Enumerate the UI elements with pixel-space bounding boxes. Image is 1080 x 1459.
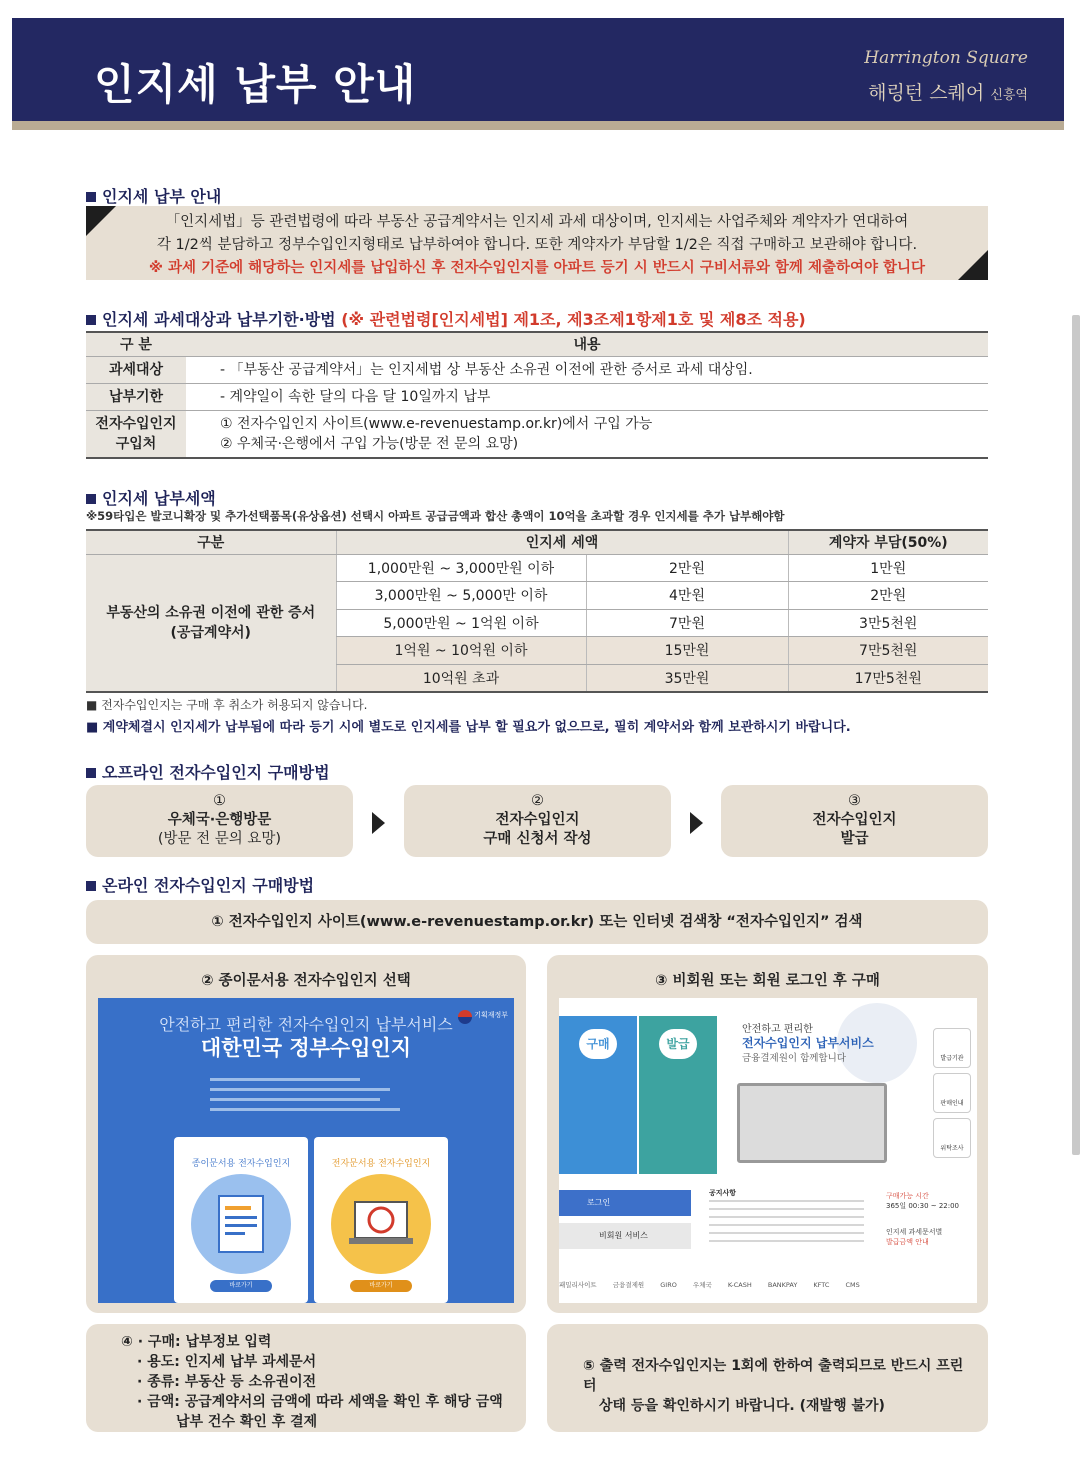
share-value: 3만5천원 — [788, 609, 988, 637]
page-title: 인지세 납부 안내 — [94, 60, 417, 109]
online-step-2-panel — [86, 955, 526, 1313]
section-title-notice: 인지세 납부 안내 — [86, 184, 221, 207]
amount-range: 3,000만원 ~ 5,000만 이하 — [336, 582, 586, 610]
row-value: - 「부동산 공급계약서」는 인지세법 상 부동산 소유권 이전에 관한 증서로 과세 대상임. — [186, 356, 988, 383]
corner-decoration-icon — [86, 206, 116, 236]
share-value: 1만원 — [788, 554, 988, 582]
online-step-3-panel — [547, 955, 988, 1313]
step5-line-1: ⑤ 출력 전자수입인지는 1회에 한하여 출력되므로 반드시 프린터 — [583, 1358, 964, 1394]
row-label: 납부기한 — [86, 383, 186, 410]
text-placeholder-line — [210, 1098, 380, 1101]
service-subtitle: 안전하고 편리한 전자수입인지 납부서비스 — [159, 1015, 453, 1034]
notice-heading: 공지사항 — [709, 1189, 737, 1197]
row-value: - 계약일이 속한 달의 다음 달 10일까지 납부 — [186, 383, 988, 410]
ministry-label: 기획재정부 — [474, 1011, 508, 1019]
step5-line-2: 상태 등을 확인하시기 바랍니다. (재발행 불가) — [599, 1398, 885, 1414]
service-text-2: 전자수입인지 납부서비스 — [742, 1036, 874, 1050]
square-bullet-icon — [86, 881, 96, 891]
step-number: ③ — [848, 793, 861, 809]
amount-range: 1,000만원 ~ 3,000만원 이하 — [336, 554, 586, 582]
table-header-row — [86, 332, 988, 356]
login-button[interactable]: 로그인 — [559, 1190, 691, 1216]
square-bullet-icon — [86, 192, 96, 202]
footer-logo: 패밀리사이트 — [559, 1281, 597, 1289]
square-bullet-icon — [86, 315, 96, 325]
header-banner — [12, 18, 1064, 130]
tax-value: 7만원 — [586, 609, 788, 637]
tax-value: 35만원 — [586, 664, 788, 692]
amount-range: 10억원 초과 — [336, 664, 586, 692]
service-main-title: 대한민국 정부수입인지 — [200, 1036, 412, 1060]
brand-name — [868, 78, 1028, 105]
step4-bullet: · 종류: 부동산 등 소유권이전 — [137, 1374, 317, 1390]
table-header: 구분 — [86, 530, 336, 554]
card-title: 종이문서용 전자수입인지 — [191, 1159, 291, 1169]
side-menu-item[interactable]: 판매인내 — [933, 1073, 971, 1113]
tax-value: 2만원 — [586, 554, 788, 582]
arrow-right-icon — [372, 812, 385, 834]
row-label: 전자수입인지 구입처 — [86, 410, 186, 458]
brand-location: 신흥역 — [990, 88, 1028, 103]
footer-logo: KFTC — [813, 1281, 830, 1289]
step-sublabel: 발급 — [840, 831, 869, 847]
table-row — [86, 554, 988, 582]
service-text-3: 금융결제원이 함께합니다 — [742, 1053, 846, 1064]
step-number: ② — [531, 793, 544, 809]
document-icon — [191, 1174, 291, 1274]
go-button[interactable]: 바로가기 — [210, 1280, 272, 1292]
option-note: ※59타입은 발코니확장 및 추가선택품목(유상옵션) 선택시 아파트 공급금액과 합산 총액이 10억을 초과할 경우 인지세를 추가 납부해야함 — [86, 509, 785, 523]
text-placeholder-line — [210, 1078, 360, 1081]
fee-label: 인지세 과세문서별 — [886, 1228, 943, 1236]
step4-bullet: 납부 건수 확인 후 결제 — [137, 1414, 318, 1430]
scrollbar[interactable] — [1072, 315, 1080, 1155]
buy-label: 구매 — [579, 1029, 617, 1059]
footnote-keep-contract: ■ 계약체결시 인지세가 납부됨에 따라 등기 시에 별도로 인지세를 납부 할 필요가 없으므로, 필히 계약서와 함께 보관하시기 바랍니다. — [86, 720, 851, 735]
legal-reference-note: (※ 관련법령[인지세법] 제1조, 제3조제1항제1호 및 제8조 적용) — [341, 310, 806, 329]
step-label: 우체국·은행방문 — [167, 812, 272, 828]
online-step-5-panel — [547, 1324, 988, 1432]
section-title-tax-amount: 인지세 납부세액 — [86, 486, 216, 509]
panel-title: ③ 비회원 또는 회원 로그인 후 구매 — [655, 973, 880, 989]
footer-logo: 우체국 — [692, 1281, 712, 1289]
notice-box — [86, 206, 988, 280]
issue-label: 발급 — [659, 1029, 697, 1059]
laptop-icon — [737, 1083, 887, 1163]
text-placeholder-line — [210, 1088, 390, 1091]
site-screenshot-paper-stamp — [98, 998, 514, 1303]
step-sublabel: 구매 신청서 작성 — [483, 831, 592, 847]
footer-logo: K-CASH — [727, 1281, 752, 1289]
purchase-option-1: ① 전자수입인지 사이트(www.e-revenuestamp.or.kr)에서 구입 가능 — [220, 415, 653, 432]
footer-logo: 금융결제원 — [612, 1281, 645, 1289]
tax-value: 15만원 — [586, 637, 788, 665]
offline-step-3 — [721, 785, 988, 857]
side-menu-item[interactable]: 발급기관 — [933, 1028, 971, 1068]
brand-script-logo: Harrington Square — [864, 48, 1028, 68]
family-site-footer — [559, 1280, 977, 1289]
side-menu-item[interactable]: 위탁조사 — [933, 1118, 971, 1158]
share-value: 7만5천원 — [788, 637, 988, 665]
step-label: 전자수입인지 — [812, 812, 897, 828]
notice-line-1: 「인지세법」등 관련법령에 따라 부동산 공급계약서는 인지세 과세 대상이며, 인지세는 사업주체와 계약자가 연대하여 — [165, 214, 909, 230]
table-row — [86, 383, 988, 410]
notice-line-2: 각 1/2씩 분담하고 정부수입인지형태로 납부하여야 합니다. 또한 계약자가 부담할 1/2은 직접 구매하고 보관해야 합니다. — [156, 237, 918, 253]
go-button[interactable]: 바로가기 — [350, 1280, 412, 1292]
taxation-table — [86, 331, 988, 459]
card-title: 전자문서용 전자수입인지 — [331, 1159, 431, 1169]
notice-line-3: ※ 과세 기준에 해당하는 인지세를 납입하신 후 전자수입인지를 아파트 등기 시 반드시 구비서류와 함께 제출하여야 합니다 — [148, 260, 926, 276]
table-header: 인지세 세액 — [336, 530, 788, 554]
step-label: 전자수입인지 — [495, 812, 580, 828]
electronic-stamp-card[interactable] — [314, 1137, 448, 1303]
issue-block[interactable] — [639, 1016, 717, 1174]
site-screenshot-login — [559, 998, 977, 1303]
notice-list — [709, 1200, 864, 1248]
paper-stamp-card[interactable] — [174, 1137, 308, 1303]
row-label: 과세대상 — [86, 356, 186, 383]
share-value: 2만원 — [788, 582, 988, 610]
section-title-online: 온라인 전자수입인지 구매방법 — [86, 873, 314, 896]
row-value — [186, 410, 988, 458]
amount-range: 5,000만원 ~ 1억원 이하 — [336, 609, 586, 637]
table-header: 계약자 부담(50%) — [788, 530, 988, 554]
step4-bullet: · 금액: 공급계약서의 금액에 따라 세액을 확인 후 해당 금액 — [137, 1394, 503, 1410]
offline-step-2 — [404, 785, 671, 857]
category-cell: 부동산의 소유권 이전에 관한 증서 (공급계약서) — [86, 554, 336, 692]
laptop-seal-icon — [331, 1174, 431, 1274]
section-title-taxation: 인지세 과세대상과 납부기한·방법 (※ 관련법령[인지세법] 제1조, 제3조제1항제1호 및 제8조 적용) — [86, 307, 806, 330]
table-header: 내용 — [186, 332, 988, 356]
tax-value: 4만원 — [586, 582, 788, 610]
fee-link[interactable]: 발급금액 안내 — [886, 1238, 929, 1246]
step4-bullet: · 용도: 인지세 납부 과세문서 — [137, 1354, 317, 1370]
online-step-4-panel — [86, 1324, 526, 1432]
footer-logo: BANKPAY — [767, 1281, 798, 1289]
table-row — [86, 410, 988, 458]
step-number: ① — [213, 793, 226, 809]
table-header-row — [86, 530, 988, 554]
square-bullet-icon — [86, 768, 96, 778]
square-bullet-icon — [86, 494, 96, 504]
corner-decoration-icon — [958, 250, 988, 280]
hours-value: 365일 00:30 ~ 22:00 — [886, 1202, 960, 1210]
footnote-no-cancel: ■ 전자수입인지는 구매 후 취소가 허용되지 않습니다. — [86, 698, 368, 712]
purchase-option-2: ② 우체국·은행에서 구입 가능(방문 전 문의 요망) — [220, 435, 519, 452]
table-row — [86, 356, 988, 383]
table-header: 구 분 — [86, 332, 186, 356]
panel-title: ② 종이문서용 전자수입인지 선택 — [201, 973, 411, 989]
arrow-right-icon — [690, 812, 703, 834]
text-placeholder-line — [210, 1108, 400, 1111]
hours-label: 구매가능 시간 — [886, 1192, 929, 1200]
share-value: 17만5천원 — [788, 664, 988, 692]
service-text-1: 안전하고 편리한 — [742, 1024, 813, 1035]
buy-block[interactable] — [559, 1016, 637, 1174]
footer-logo: GIRO — [660, 1281, 677, 1289]
offline-step-1 — [86, 785, 353, 857]
nonmember-button[interactable]: 비회원 서비스 — [559, 1223, 691, 1249]
section-title-offline: 오프라인 전자수입인지 구매방법 — [86, 760, 330, 783]
online-step-1: ① 전자수입인지 사이트(www.e-revenuestamp.or.kr) 또는 인터넷 검색창 “전자수입인지” 검색 — [86, 900, 988, 944]
amount-range: 1억원 ~ 10억원 이하 — [336, 637, 586, 665]
brand-korean-name: 해링턴 스퀘어 — [868, 82, 985, 104]
step4-intro: ④ · 구매: 납부정보 입력 — [121, 1334, 272, 1350]
tax-amount-table — [86, 529, 988, 693]
footer-logo: CMS — [845, 1281, 860, 1289]
step-sublabel: (방문 전 문의 요망) — [157, 831, 282, 847]
